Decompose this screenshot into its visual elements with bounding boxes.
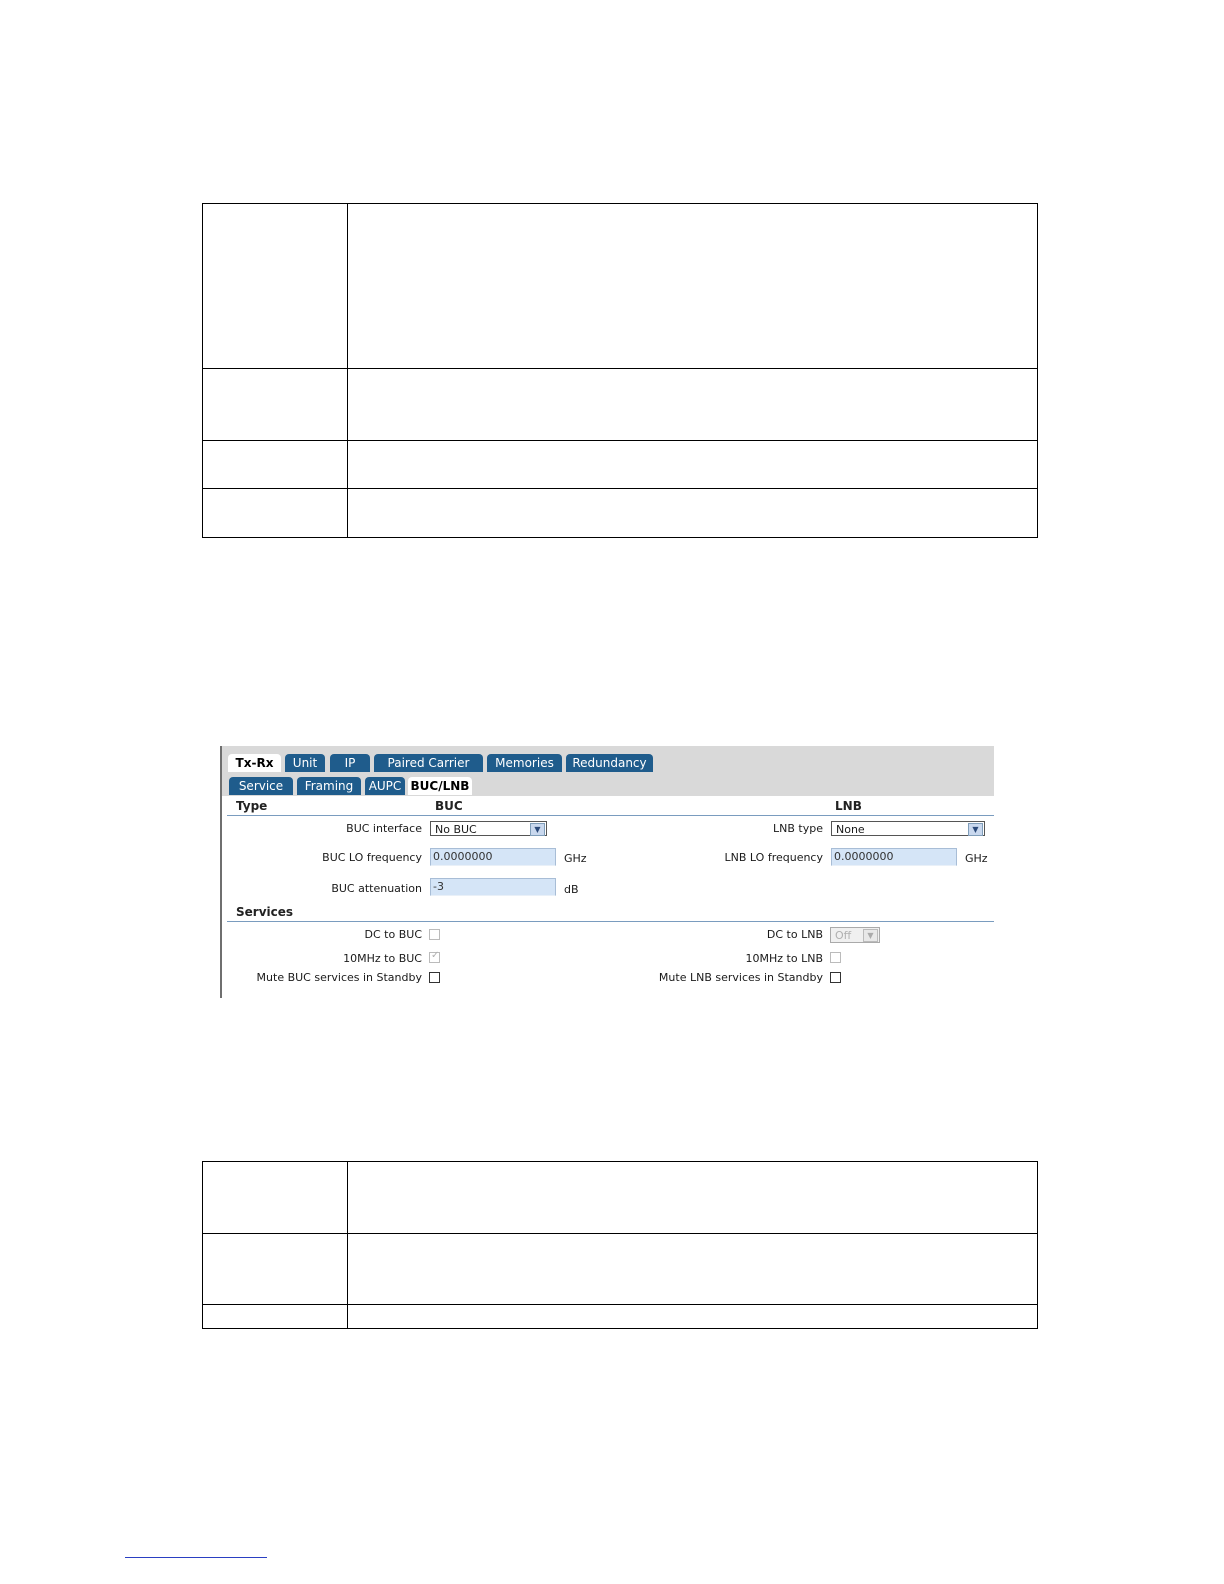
buc-interface-value: No BUC <box>435 823 477 836</box>
buc-attenuation-input[interactable]: -3 <box>430 878 556 896</box>
10mhz-to-lnb-label: 10MHz to LNB <box>745 952 823 965</box>
tab-paired-carrier[interactable]: Paired Carrier <box>374 754 483 772</box>
table-cell <box>203 204 348 369</box>
buc-lo-frequency-input[interactable]: 0.0000000 <box>430 848 556 866</box>
tab-buc-lnb[interactable]: BUC/LNB <box>408 777 472 795</box>
column-title-buc: BUC <box>435 799 463 813</box>
table-cell <box>348 1305 1038 1329</box>
section-divider <box>227 815 994 816</box>
table-cell <box>203 1162 348 1234</box>
10mhz-to-buc-checkbox[interactable] <box>429 952 440 963</box>
lnb-lo-frequency-input[interactable]: 0.0000000 <box>831 848 957 866</box>
sub-tab-bar <box>222 774 994 796</box>
table-cell <box>348 441 1038 489</box>
section-title-type: Type <box>236 799 268 813</box>
main-tab-bar <box>222 746 994 774</box>
dc-to-lnb-label: DC to LNB <box>766 928 823 941</box>
mute-buc-standby-checkbox[interactable] <box>429 972 440 983</box>
table-cell <box>348 1234 1038 1305</box>
chevron-down-icon: ▼ <box>530 823 545 836</box>
chevron-down-icon: ▼ <box>968 823 983 836</box>
description-table-bottom <box>202 1161 1038 1329</box>
column-title-lnb: LNB <box>835 799 862 813</box>
buc-lnb-settings-panel <box>220 746 994 998</box>
table-cell <box>203 1234 348 1305</box>
tab-aupc[interactable]: AUPC <box>365 777 405 795</box>
description-table-top <box>202 203 1038 538</box>
table-cell <box>203 489 348 538</box>
tab-unit[interactable]: Unit <box>285 754 325 772</box>
section-divider <box>227 921 994 922</box>
lnb-lo-frequency-unit: GHz <box>965 852 988 865</box>
dc-to-buc-checkbox[interactable] <box>429 929 440 940</box>
mute-lnb-standby-label: Mute LNB services in Standby <box>658 971 823 984</box>
dc-to-lnb-value: Off <box>835 929 852 942</box>
table-cell <box>203 441 348 489</box>
mute-buc-standby-label: Mute BUC services in Standby <box>256 971 422 984</box>
table-cell <box>203 369 348 441</box>
buc-attenuation-unit: dB <box>564 883 579 896</box>
mute-lnb-standby-checkbox[interactable] <box>830 972 841 983</box>
buc-interface-label: BUC interface <box>346 822 422 835</box>
tab-ip[interactable]: IP <box>330 754 370 772</box>
tab-tx-rx[interactable]: Tx-Rx <box>228 754 281 772</box>
table-cell <box>203 1305 348 1329</box>
lnb-type-value: None <box>836 823 865 836</box>
section-title-services: Services <box>236 905 294 919</box>
table-cell <box>348 369 1038 441</box>
chevron-down-icon: ▼ <box>863 929 878 942</box>
tab-redundancy[interactable]: Redundancy <box>566 754 653 772</box>
tab-framing[interactable]: Framing <box>297 777 361 795</box>
lnb-type-label: LNB type <box>773 822 823 835</box>
table-cell <box>348 1162 1038 1234</box>
10mhz-to-lnb-checkbox[interactable] <box>830 952 841 963</box>
dc-to-buc-label: DC to BUC <box>364 928 422 941</box>
10mhz-to-buc-label: 10MHz to BUC <box>343 952 422 965</box>
lnb-type-select[interactable] <box>831 821 985 836</box>
tab-memories[interactable]: Memories <box>487 754 562 772</box>
buc-interface-select[interactable] <box>430 821 547 836</box>
table-cell <box>348 204 1038 369</box>
dc-to-lnb-select[interactable] <box>830 927 880 943</box>
tab-service[interactable]: Service <box>229 777 293 795</box>
buc-lo-frequency-unit: GHz <box>564 852 587 865</box>
table-cell <box>348 489 1038 538</box>
lnb-lo-frequency-label: LNB LO frequency <box>724 851 823 864</box>
footer-link-underline[interactable] <box>125 1557 267 1558</box>
buc-lo-frequency-label: BUC LO frequency <box>322 851 422 864</box>
buc-attenuation-label: BUC attenuation <box>331 882 422 895</box>
